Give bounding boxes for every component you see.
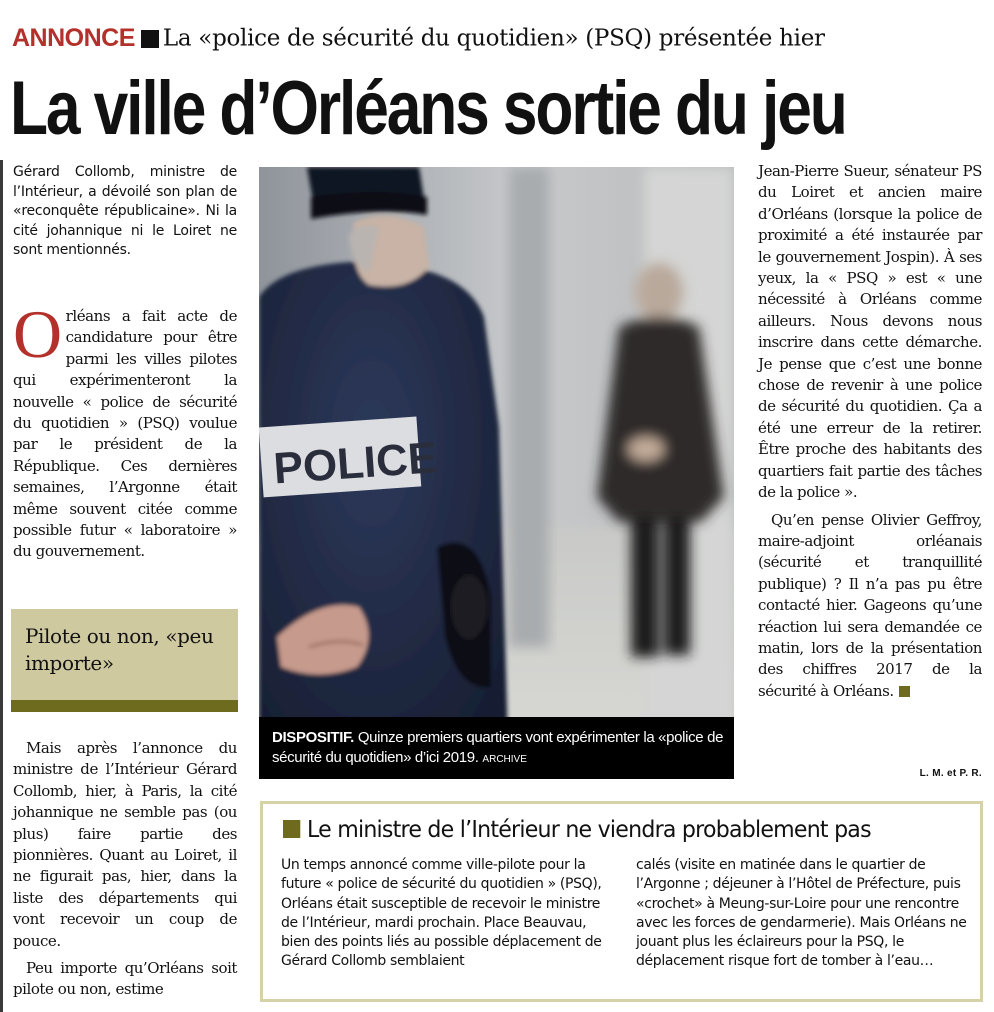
article-photo: [259, 167, 734, 779]
article-first-paragraph: [13, 296, 237, 563]
caption-text: Quinze premiers quartiers vont expérimenter la «police de sécurité du quotidien» d’ici 2019.: [272, 729, 724, 766]
article-right-column: [758, 161, 982, 702]
end-of-article-square: [899, 686, 910, 697]
sidebar-column-2: calés (visite en matinée dans le quartier de l’Argonne ; déjeuner à l’Hôtel de Préfecture, puis «crochet» à Meung-sur-Loire pour une rencontre avec les forces de gendarmerie). Mais Orléans ne jouant plus les éclaireurs pour la PSQ, le déplacement risque fort de tomber à l’eau…: [636, 857, 967, 970]
photo-credit: ARCHIVE: [482, 754, 527, 765]
sidebar-title: [283, 817, 871, 843]
lead-paragraph: Gérard Collomb, ministre de l’Intérieur, a dévoilé son plan de «reconquête républicaine». Ni la cité johannique ni le Loiret ne sont mentionnés.: [13, 164, 237, 258]
author-signature: L. M. et P. R.: [919, 768, 982, 779]
article-para-5: Qu’en pense Olivier Geffroy, maire-adjoint orléanais (sécurité et tranquillité publique) ? Il n’a pas pu être contacté hier. Gageons qu’une réaction lui sera demandée ce matin, lors de la présentation des chiffres 2017 de la sécurité à Orléans.: [758, 510, 982, 700]
pull-quote-bar: [11, 700, 238, 712]
police-officer-photo: [259, 167, 734, 779]
article-left-continuation: [13, 738, 237, 1001]
sidebar-box: [260, 801, 983, 1002]
photo-caption: [272, 728, 727, 770]
drop-cap: O: [13, 296, 62, 372]
pull-quote: Pilote ou non, «peu importe»: [25, 624, 214, 675]
sidebar-title-square: [283, 820, 300, 838]
headline: La ville d’Orléans sortie du jeu: [10, 66, 846, 151]
article-para-2: Mais après l’annonce du ministre de l’Intérieur Gérard Collomb, hier, à Paris, la cité johannique ne semble pas (ou plus) faire partie des pionnières. Quant au Loiret, il ne figurait pas, hier, dans la liste des départements qui vont recevoir un coup de pouce.: [13, 739, 237, 950]
sidebar-title-text: Le ministre de l’Intérieur ne viendra probablement pas: [307, 817, 871, 843]
kicker-label: ANNONCE: [12, 24, 135, 52]
caption-lead: DISPOSITIF.: [272, 729, 354, 746]
kicker-row: [12, 24, 825, 53]
police-patch-text: POLICE: [271, 433, 439, 494]
article-para-3: Peu importe qu’Orléans soit pilote ou non, estime: [13, 959, 237, 999]
article-para-4: Jean-Pierre Sueur, sénateur PS du Loiret et ancien maire d’Orléans (lorsque la police de proximité a été instaurée par le gouvernement Jospin). À ses yeux, la « PSQ » est « une nécessité à Orléans comme ailleurs. Nous devons nous inscrire dans cette démarche. Je pense que c’est une bonne chose de revenir à une police de sécurité du quotidien. Ça a été une erreur de la retirer. Être proche des habitants des quartiers fait partie des tâches de la police ».: [758, 162, 982, 502]
pull-quote-box: [11, 609, 238, 712]
kicker-square-bullet: [141, 30, 159, 48]
article-para-5-wrap: [758, 510, 982, 703]
kicker-text: La «police de sécurité du quotidien» (PSQ) présentée hier: [162, 25, 825, 52]
article-para-1: rléans a fait acte de candidature pour être parmi les villes pilotes qui expérimenteront la nouvelle « police de sécurité du quotidien » (PSQ) voulue par le président de la République. Ces dernières semaines, l’Argonne était même souvent citée comme possible futur « laboratoire » du gouvernement.: [13, 307, 237, 561]
column-rule: [0, 160, 3, 1012]
sidebar-column-1: Un temps annoncé comme ville-pilote pour la future « police de sécurité du quotidien » (PSQ), Orléans était susceptible de recevoir le ministre de l’Intérieur, mardi prochain. Place Beauvau, bien des points liés au possible déplacement de Gérard Collomb semblaient: [281, 857, 602, 970]
